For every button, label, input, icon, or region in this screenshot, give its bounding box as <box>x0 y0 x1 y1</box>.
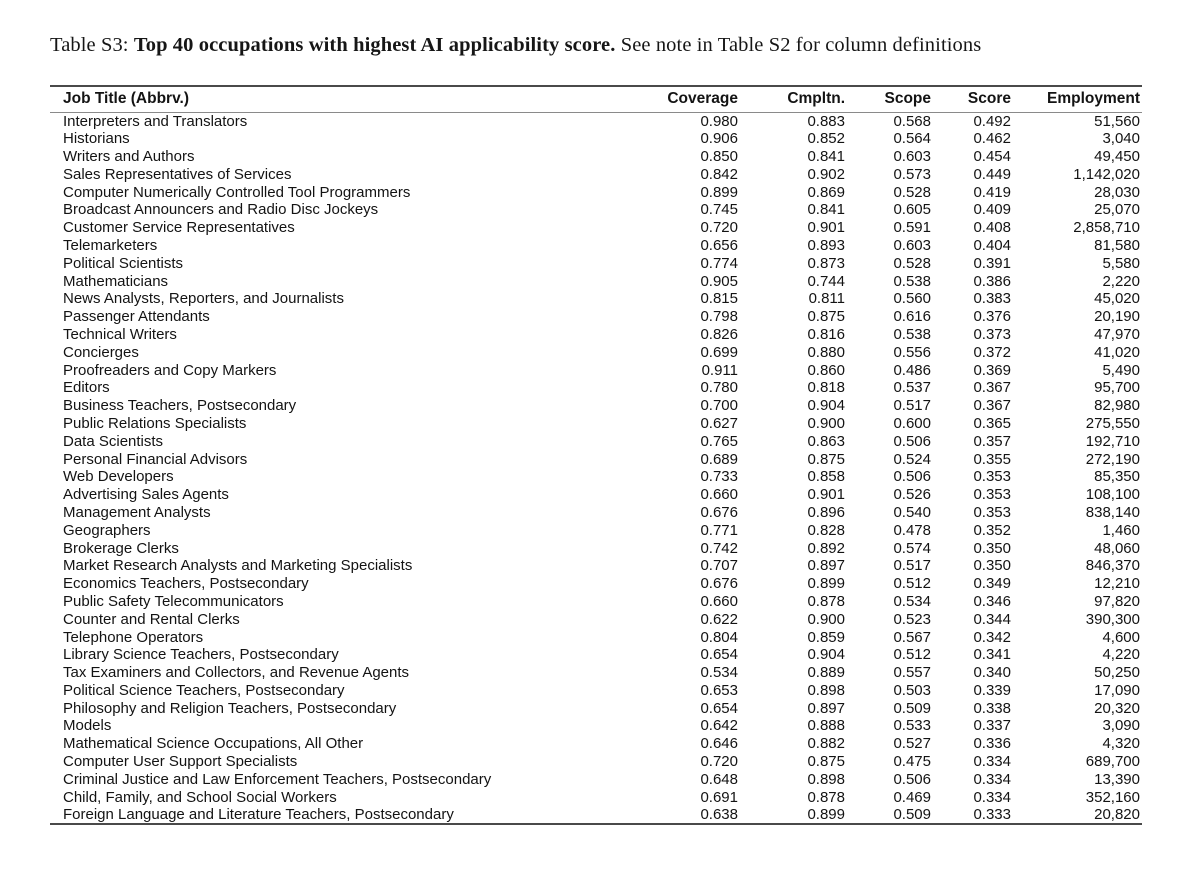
cell-cmpltn: 0.898 <box>807 681 845 699</box>
cell-employment: 95,700 <box>1094 379 1140 397</box>
cell-score: 0.367 <box>973 397 1011 415</box>
cell-job-title: Concierges <box>63 343 139 361</box>
table-caption <box>50 30 1130 60</box>
cell-scope: 0.591 <box>893 219 931 237</box>
cell-score: 0.449 <box>973 165 1011 183</box>
cell-cmpltn: 0.889 <box>807 664 845 682</box>
cell-score: 0.337 <box>973 717 1011 735</box>
caption-note: See note in Table S2 for column definitions <box>615 34 982 56</box>
table-row <box>50 628 1142 646</box>
table-row <box>50 610 1142 628</box>
cell-score: 0.409 <box>973 201 1011 219</box>
cell-job-title: Political Science Teachers, Postsecondary <box>63 681 345 699</box>
cell-coverage: 0.911 <box>701 361 738 379</box>
cell-score: 0.346 <box>973 592 1011 610</box>
cell-job-title: Mathematicians <box>63 272 169 290</box>
cell-job-title: Telemarketers <box>63 236 158 254</box>
cell-employment: 1,460 <box>1102 521 1140 539</box>
cell-cmpltn: 0.878 <box>807 592 845 610</box>
cell-employment: 275,550 <box>1085 414 1140 432</box>
cell-scope: 0.574 <box>893 539 931 557</box>
cell-job-title: Political Scientists <box>63 254 184 272</box>
cell-coverage: 0.656 <box>700 236 738 254</box>
cell-coverage: 0.742 <box>700 539 738 557</box>
cell-employment: 4,600 <box>1102 628 1140 646</box>
cell-scope: 0.564 <box>893 130 931 148</box>
cell-score: 0.408 <box>973 219 1011 237</box>
header-coverage: Coverage <box>667 89 738 107</box>
cell-scope: 0.509 <box>893 699 931 717</box>
cell-coverage: 0.534 <box>700 664 738 682</box>
cell-employment: 272,190 <box>1085 450 1140 468</box>
cell-coverage: 0.804 <box>700 628 738 646</box>
cell-coverage: 0.700 <box>700 397 738 415</box>
table-row <box>50 664 1142 682</box>
cell-employment: 20,190 <box>1094 308 1140 326</box>
cell-scope: 0.534 <box>893 592 931 610</box>
cell-job-title: Counter and Rental Clerks <box>63 610 240 628</box>
table-header <box>50 86 1142 112</box>
cell-employment: 390,300 <box>1085 610 1140 628</box>
cell-cmpltn: 0.896 <box>807 503 845 521</box>
cell-score: 0.355 <box>973 450 1011 468</box>
cell-job-title: Geographers <box>63 521 151 539</box>
cell-job-title: Historians <box>63 130 130 148</box>
cell-coverage: 0.648 <box>700 770 738 788</box>
cell-job-title: Models <box>63 717 112 735</box>
cell-coverage: 0.699 <box>700 343 738 361</box>
cell-job-title: Customer Service Representatives <box>63 219 295 237</box>
cell-coverage: 0.720 <box>700 753 738 771</box>
cell-scope: 0.527 <box>893 735 931 753</box>
cell-employment: 45,020 <box>1094 290 1140 308</box>
cell-score: 0.373 <box>973 325 1011 343</box>
cell-employment: 81,580 <box>1094 236 1140 254</box>
table-row <box>50 112 1142 130</box>
cell-job-title: Management Analysts <box>63 503 211 521</box>
cell-coverage: 0.815 <box>700 290 738 308</box>
cell-coverage: 0.654 <box>700 646 738 664</box>
table-row <box>50 557 1142 575</box>
cell-score: 0.336 <box>973 735 1011 753</box>
cell-cmpltn: 0.900 <box>807 610 845 628</box>
table-row <box>50 343 1142 361</box>
cell-score: 0.367 <box>973 379 1011 397</box>
cell-employment: 20,320 <box>1094 699 1140 717</box>
cell-score: 0.333 <box>973 806 1011 824</box>
cell-employment: 47,970 <box>1094 325 1140 343</box>
table-row <box>50 593 1142 611</box>
cell-score: 0.342 <box>973 628 1011 646</box>
cell-employment: 4,320 <box>1102 735 1140 753</box>
table-row <box>50 539 1142 557</box>
cell-scope: 0.486 <box>893 361 931 379</box>
cell-job-title: Editors <box>63 379 110 397</box>
table-row <box>50 575 1142 593</box>
cell-cmpltn: 0.863 <box>807 432 845 450</box>
cell-coverage: 0.676 <box>700 503 738 521</box>
table-row <box>50 770 1142 788</box>
cell-job-title: Public Safety Telecommunicators <box>63 592 284 610</box>
cell-cmpltn: 0.897 <box>807 557 845 575</box>
table-row <box>50 450 1142 468</box>
cell-scope: 0.600 <box>893 414 931 432</box>
cell-score: 0.334 <box>973 788 1011 806</box>
table-row <box>50 361 1142 379</box>
cell-score: 0.340 <box>973 664 1011 682</box>
cell-cmpltn: 0.901 <box>807 219 845 237</box>
cell-job-title: Passenger Attendants <box>63 308 210 326</box>
cell-coverage: 0.780 <box>700 379 738 397</box>
table-row <box>50 272 1142 290</box>
cell-scope: 0.538 <box>893 325 931 343</box>
cell-job-title: Library Science Teachers, Postsecondary <box>63 646 339 664</box>
cell-score: 0.357 <box>973 432 1011 450</box>
header-scope: Scope <box>884 89 931 107</box>
cell-coverage: 0.689 <box>700 450 738 468</box>
table-row <box>50 308 1142 326</box>
cell-employment: 82,980 <box>1094 397 1140 415</box>
table-row <box>50 486 1142 504</box>
cell-coverage: 0.720 <box>700 219 738 237</box>
cell-scope: 0.557 <box>893 664 931 682</box>
cell-employment: 51,560 <box>1094 112 1140 130</box>
cell-coverage: 0.642 <box>700 717 738 735</box>
cell-score: 0.350 <box>973 539 1011 557</box>
header-job-title: Job Title (Abbrv.) <box>63 89 190 107</box>
table-body <box>50 112 1142 824</box>
cell-score: 0.338 <box>973 699 1011 717</box>
cell-coverage: 0.774 <box>700 254 738 272</box>
cell-scope: 0.560 <box>893 290 931 308</box>
cell-coverage: 0.745 <box>700 201 738 219</box>
cell-coverage: 0.622 <box>700 610 738 628</box>
cell-cmpltn: 0.883 <box>807 112 845 130</box>
cell-scope: 0.528 <box>893 183 931 201</box>
cell-scope: 0.517 <box>893 557 931 575</box>
cell-employment: 1,142,020 <box>1073 165 1140 183</box>
cell-employment: 5,580 <box>1102 254 1140 272</box>
cell-score: 0.376 <box>973 308 1011 326</box>
table-row <box>50 415 1142 433</box>
cell-coverage: 0.660 <box>700 486 738 504</box>
cell-job-title: Technical Writers <box>63 325 177 343</box>
cell-coverage: 0.676 <box>700 575 738 593</box>
cell-employment: 689,700 <box>1085 753 1140 771</box>
cell-cmpltn: 0.904 <box>807 397 845 415</box>
cell-job-title: Tax Examiners and Collectors, and Revenue Agents <box>63 664 410 682</box>
cell-score: 0.334 <box>973 770 1011 788</box>
cell-scope: 0.478 <box>893 521 931 539</box>
table-row <box>50 219 1142 237</box>
table-row <box>50 165 1142 183</box>
cell-job-title: Proofreaders and Copy Markers <box>63 361 277 379</box>
cell-job-title: Foreign Language and Literature Teachers, Postsecondary <box>63 806 454 824</box>
cell-coverage: 0.771 <box>700 521 738 539</box>
cell-coverage: 0.627 <box>700 414 738 432</box>
cell-cmpltn: 0.852 <box>807 130 845 148</box>
cell-cmpltn: 0.904 <box>807 646 845 664</box>
cell-coverage: 0.980 <box>700 112 738 130</box>
cell-coverage: 0.842 <box>700 165 738 183</box>
cell-coverage: 0.906 <box>700 130 738 148</box>
cell-cmpltn: 0.816 <box>807 325 845 343</box>
cell-job-title: Writers and Authors <box>63 147 195 165</box>
cell-coverage: 0.691 <box>700 788 738 806</box>
cell-job-title: Market Research Analysts and Marketing Specialists <box>63 557 413 575</box>
cell-employment: 25,070 <box>1094 201 1140 219</box>
cell-score: 0.369 <box>973 361 1011 379</box>
cell-cmpltn: 0.900 <box>807 414 845 432</box>
cell-score: 0.353 <box>973 503 1011 521</box>
cell-score: 0.350 <box>973 557 1011 575</box>
cell-scope: 0.506 <box>893 770 931 788</box>
table-row <box>50 699 1142 717</box>
cell-cmpltn: 0.882 <box>807 735 845 753</box>
cell-coverage: 0.646 <box>700 735 738 753</box>
cell-employment: 49,450 <box>1094 147 1140 165</box>
cell-score: 0.386 <box>973 272 1011 290</box>
cell-scope: 0.475 <box>893 753 931 771</box>
cell-scope: 0.603 <box>893 236 931 254</box>
table-row <box>50 432 1142 450</box>
cell-employment: 20,820 <box>1094 806 1140 824</box>
cell-scope: 0.506 <box>893 468 931 486</box>
table-row <box>50 148 1142 166</box>
cell-employment: 28,030 <box>1094 183 1140 201</box>
cell-scope: 0.603 <box>893 147 931 165</box>
cell-job-title: Philosophy and Religion Teachers, Postsecondary <box>63 699 397 717</box>
cell-cmpltn: 0.893 <box>807 236 845 254</box>
cell-scope: 0.567 <box>893 628 931 646</box>
table-row <box>50 237 1142 255</box>
cell-job-title: Personal Financial Advisors <box>63 450 248 468</box>
cell-cmpltn: 0.859 <box>807 628 845 646</box>
table-row <box>50 468 1142 486</box>
cell-cmpltn: 0.899 <box>807 575 845 593</box>
cell-scope: 0.469 <box>893 788 931 806</box>
cell-coverage: 0.707 <box>700 557 738 575</box>
header-employment: Employment <box>1046 89 1140 107</box>
cell-score: 0.383 <box>973 290 1011 308</box>
cell-coverage: 0.654 <box>700 699 738 717</box>
header-row <box>50 86 1142 112</box>
cell-score: 0.334 <box>973 753 1011 771</box>
cell-scope: 0.538 <box>893 272 931 290</box>
cell-cmpltn: 0.860 <box>807 361 845 379</box>
cell-coverage: 0.798 <box>700 308 738 326</box>
cell-scope: 0.509 <box>893 806 931 824</box>
cell-scope: 0.526 <box>893 486 931 504</box>
cell-cmpltn: 0.899 <box>807 806 845 824</box>
cell-score: 0.419 <box>973 183 1011 201</box>
table-row <box>50 753 1142 771</box>
cell-coverage: 0.733 <box>700 468 738 486</box>
cell-scope: 0.616 <box>893 308 931 326</box>
cell-employment: 5,490 <box>1102 361 1140 379</box>
table-row <box>50 682 1142 700</box>
cell-employment: 4,220 <box>1102 646 1140 664</box>
cell-job-title: Public Relations Specialists <box>63 414 247 432</box>
cell-cmpltn: 0.869 <box>807 183 845 201</box>
cell-score: 0.404 <box>973 236 1011 254</box>
cell-employment: 85,350 <box>1094 468 1140 486</box>
cell-cmpltn: 0.811 <box>808 290 845 308</box>
table-row <box>50 521 1142 539</box>
header-cmpltn: Cmpltn. <box>787 89 845 107</box>
table-row <box>50 379 1142 397</box>
cell-score: 0.339 <box>973 681 1011 699</box>
cell-scope: 0.605 <box>893 201 931 219</box>
cell-scope: 0.540 <box>893 503 931 521</box>
cell-cmpltn: 0.875 <box>807 753 845 771</box>
cell-job-title: News Analysts, Reporters, and Journalists <box>63 290 344 308</box>
cell-scope: 0.523 <box>893 610 931 628</box>
cell-cmpltn: 0.897 <box>807 699 845 717</box>
caption-title: Top 40 occupations with highest AI applicability score. <box>133 34 616 56</box>
cell-employment: 352,160 <box>1085 788 1140 806</box>
table-row <box>50 254 1142 272</box>
cell-coverage: 0.660 <box>700 592 738 610</box>
cell-cmpltn: 0.901 <box>807 486 845 504</box>
cell-employment: 846,370 <box>1085 557 1140 575</box>
table-row <box>50 201 1142 219</box>
cell-score: 0.349 <box>973 575 1011 593</box>
cell-score: 0.462 <box>973 130 1011 148</box>
table-row <box>50 717 1142 735</box>
cell-cmpltn: 0.744 <box>807 272 845 290</box>
cell-job-title: Criminal Justice and Law Enforcement Teachers, Postsecondary <box>63 770 492 788</box>
header-score: Score <box>967 89 1011 107</box>
cell-employment: 838,140 <box>1085 503 1140 521</box>
cell-coverage: 0.826 <box>700 325 738 343</box>
cell-coverage: 0.899 <box>700 183 738 201</box>
cell-coverage: 0.638 <box>700 806 738 824</box>
cell-coverage: 0.653 <box>700 681 738 699</box>
cell-score: 0.391 <box>973 254 1011 272</box>
cell-scope: 0.524 <box>893 450 931 468</box>
cell-cmpltn: 0.818 <box>807 379 845 397</box>
cell-job-title: Child, Family, and School Social Workers <box>63 788 337 806</box>
cell-scope: 0.573 <box>893 165 931 183</box>
cell-job-title: Data Scientists <box>63 432 164 450</box>
cell-employment: 2,858,710 <box>1073 219 1140 237</box>
cell-job-title: Interpreters and Translators <box>63 112 248 130</box>
table-row <box>50 130 1142 148</box>
cell-cmpltn: 0.841 <box>807 201 845 219</box>
cell-employment: 108,100 <box>1085 486 1140 504</box>
cell-score: 0.454 <box>973 147 1011 165</box>
cell-employment: 13,390 <box>1094 770 1140 788</box>
cell-employment: 48,060 <box>1094 539 1140 557</box>
cell-cmpltn: 0.902 <box>807 165 845 183</box>
cell-scope: 0.506 <box>893 432 931 450</box>
table-row <box>50 735 1142 753</box>
cell-employment: 17,090 <box>1094 681 1140 699</box>
table-row <box>50 806 1142 824</box>
table-row <box>50 183 1142 201</box>
cell-job-title: Computer Numerically Controlled Tool Programmers <box>63 183 411 201</box>
cell-coverage: 0.850 <box>700 147 738 165</box>
cell-cmpltn: 0.828 <box>807 521 845 539</box>
cell-cmpltn: 0.898 <box>807 770 845 788</box>
cell-coverage: 0.765 <box>700 432 738 450</box>
cell-cmpltn: 0.873 <box>807 254 845 272</box>
cell-job-title: Sales Representatives of Services <box>63 165 292 183</box>
cell-scope: 0.533 <box>893 717 931 735</box>
cell-scope: 0.568 <box>893 112 931 130</box>
table-row <box>50 326 1142 344</box>
table-row <box>50 504 1142 522</box>
cell-score: 0.344 <box>973 610 1011 628</box>
table-row <box>50 646 1142 664</box>
cell-cmpltn: 0.841 <box>807 147 845 165</box>
cell-employment: 50,250 <box>1094 664 1140 682</box>
cell-cmpltn: 0.875 <box>807 450 845 468</box>
cell-score: 0.352 <box>973 521 1011 539</box>
cell-job-title: Advertising Sales Agents <box>63 486 229 504</box>
cell-job-title: Brokerage Clerks <box>63 539 179 557</box>
cell-cmpltn: 0.880 <box>807 343 845 361</box>
cell-job-title: Business Teachers, Postsecondary <box>63 397 297 415</box>
cell-employment: 12,210 <box>1094 575 1140 593</box>
cell-cmpltn: 0.858 <box>807 468 845 486</box>
cell-scope: 0.528 <box>893 254 931 272</box>
cell-job-title: Broadcast Announcers and Radio Disc Jockeys <box>63 201 379 219</box>
table-row <box>50 788 1142 806</box>
cell-scope: 0.503 <box>893 681 931 699</box>
caption-label: Table S3: <box>50 34 134 56</box>
cell-job-title: Mathematical Science Occupations, All Other <box>63 735 364 753</box>
cell-job-title: Web Developers <box>63 468 174 486</box>
cell-employment: 3,090 <box>1102 717 1140 735</box>
cell-scope: 0.517 <box>893 397 931 415</box>
cell-cmpltn: 0.892 <box>807 539 845 557</box>
cell-employment: 2,220 <box>1102 272 1140 290</box>
cell-coverage: 0.905 <box>700 272 738 290</box>
cell-job-title: Telephone Operators <box>63 628 204 646</box>
cell-scope: 0.512 <box>893 575 931 593</box>
cell-cmpltn: 0.888 <box>807 717 845 735</box>
cell-job-title: Economics Teachers, Postsecondary <box>63 575 309 593</box>
cell-scope: 0.512 <box>893 646 931 664</box>
cell-job-title: Computer User Support Specialists <box>63 753 298 771</box>
cell-score: 0.341 <box>973 646 1011 664</box>
table-row <box>50 290 1142 308</box>
cell-scope: 0.556 <box>893 343 931 361</box>
occupations-table <box>50 85 1142 825</box>
cell-employment: 192,710 <box>1085 432 1140 450</box>
cell-score: 0.372 <box>973 343 1011 361</box>
cell-score: 0.353 <box>973 486 1011 504</box>
cell-scope: 0.537 <box>893 379 931 397</box>
cell-score: 0.492 <box>973 112 1011 130</box>
cell-score: 0.353 <box>973 468 1011 486</box>
cell-cmpltn: 0.878 <box>807 788 845 806</box>
table-row <box>50 397 1142 415</box>
cell-employment: 3,040 <box>1102 130 1140 148</box>
cell-cmpltn: 0.875 <box>807 308 845 326</box>
cell-score: 0.365 <box>973 414 1011 432</box>
cell-employment: 97,820 <box>1094 592 1140 610</box>
cell-employment: 41,020 <box>1094 343 1140 361</box>
